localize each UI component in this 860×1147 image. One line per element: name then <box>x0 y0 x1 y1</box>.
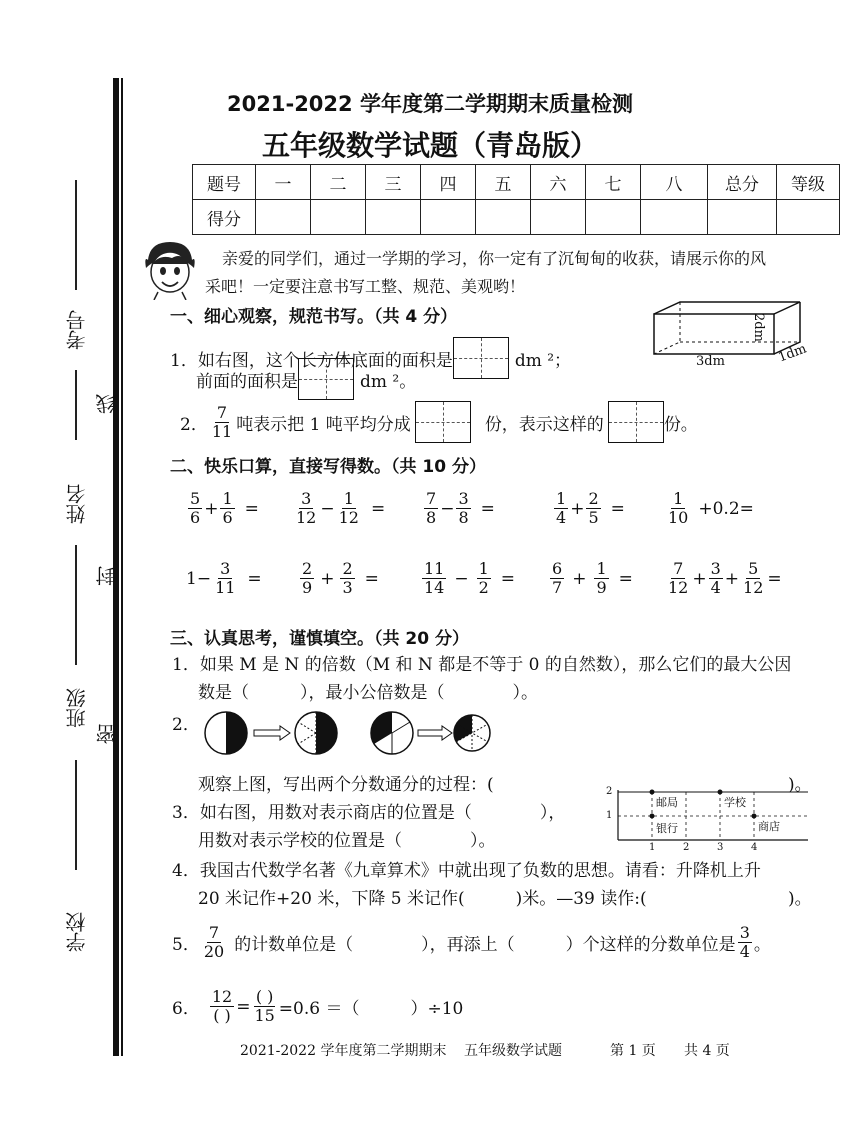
equals: = <box>767 568 782 589</box>
score-header-cell: 题号 <box>193 165 256 200</box>
s3-q2-number: 2． <box>172 715 200 735</box>
fraction <box>300 560 314 597</box>
grid-school: 学校 <box>724 796 746 809</box>
fraction <box>477 560 491 597</box>
s3-q1-line1: 1．如果 M 是 N 的倍数（M 和 N 都是不等于 0 的自然数），那么它们的最大公因 <box>172 655 792 675</box>
numerator: 2 <box>342 559 353 578</box>
score-cell[interactable] <box>531 200 586 235</box>
denominator: 12 <box>296 508 317 527</box>
secret-mark: 密 <box>95 724 119 744</box>
cut-line-mark: 线 <box>95 394 119 414</box>
score-cell[interactable] <box>421 200 476 235</box>
fraction <box>424 490 438 527</box>
denominator: 4 <box>739 942 750 961</box>
exam-no-label: 考号 <box>65 310 89 350</box>
calc-item <box>664 560 782 597</box>
coordinate-grid <box>600 784 812 850</box>
calc-item <box>422 490 495 527</box>
score-cell[interactable] <box>366 200 421 235</box>
calc-prefix: 1− <box>186 568 212 589</box>
denominator: 5 <box>588 508 599 527</box>
numerator: 3 <box>301 489 312 508</box>
s3-q1-line2: 数是（ ），最小公倍数是（ ）。 <box>198 683 538 703</box>
fraction <box>666 490 690 527</box>
score-header-cell: 总分 <box>708 165 777 200</box>
seal-mark: 封 <box>95 566 119 586</box>
denominator: 11 <box>211 421 233 441</box>
numerator: 7 <box>216 402 228 422</box>
grid-bank: 银行 <box>656 822 678 835</box>
fraction <box>594 560 608 597</box>
s1-q1-unit: dm ²； <box>514 350 572 371</box>
numerator: 5 <box>748 559 759 578</box>
score-row-label: 得分 <box>193 200 256 235</box>
intro-line-2: 采吧！一定要注意书写工整、规范、美观哟！ <box>205 277 526 296</box>
equals: = <box>618 568 633 589</box>
class-label: 班级 <box>65 688 89 728</box>
denominator: ( ) <box>213 1006 231 1025</box>
answer-box[interactable] <box>415 401 471 443</box>
footer-subject: 五年级数学试题 <box>464 1043 562 1059</box>
s3-q5-end: 。 <box>753 935 771 955</box>
student-mascot-icon <box>140 238 200 300</box>
denominator: 12 <box>743 578 764 597</box>
s1-q2-text-a: 吨表示把 1 吨平均分成 <box>236 414 411 435</box>
score-cell[interactable] <box>641 200 708 235</box>
equals: = <box>370 498 386 519</box>
numerator: 7 <box>426 489 437 508</box>
denominator: 9 <box>302 578 313 597</box>
score-header-cell: 三 <box>366 165 421 200</box>
fraction <box>738 924 752 961</box>
operator: − <box>454 568 469 589</box>
s1-q1-unit-2: dm ²。 <box>360 371 417 392</box>
s3-q5-line <box>172 924 771 961</box>
numerator: 7 <box>673 559 684 578</box>
s1-q2-number: 2． <box>180 414 208 435</box>
numerator: 1 <box>343 489 354 508</box>
numerator: 7 <box>208 923 220 942</box>
score-header-cell: 等级 <box>777 165 840 200</box>
grid-x-tick: 2 <box>683 842 690 853</box>
cuboid-height-label: 2dm <box>750 313 766 342</box>
fraction <box>456 490 470 527</box>
s1-q2-text-c: 份。 <box>663 414 698 435</box>
denominator: 20 <box>203 942 225 961</box>
s3-q6-rest: =0.6 ＝（ ）÷10 <box>278 999 464 1019</box>
fraction <box>586 490 600 527</box>
denominator: 4 <box>710 578 721 597</box>
denominator: 14 <box>424 578 445 597</box>
section-3-title: 三、认真思考，谨慎填空。（共 20 分） <box>170 629 469 649</box>
s3-q4-line2: 20 米记作+20 米，下降 5 米记作( )米。—39 读作:( <box>198 889 647 909</box>
s3-q6-number: 6． <box>172 999 200 1019</box>
calc-item <box>186 560 262 597</box>
grid-x-tick: 3 <box>717 842 724 853</box>
operator: + <box>692 568 707 589</box>
fraction <box>202 924 226 961</box>
score-cell[interactable] <box>256 200 311 235</box>
grid-x-tick: 4 <box>751 842 758 853</box>
operator: + <box>320 568 335 589</box>
denominator: 9 <box>596 578 607 597</box>
fraction <box>666 560 690 597</box>
score-header-cell: 六 <box>531 165 586 200</box>
s3-q4-end: )。 <box>788 889 812 909</box>
score-cell[interactable] <box>708 200 777 235</box>
score-cell[interactable] <box>586 200 641 235</box>
fraction <box>210 988 234 1025</box>
fraction <box>220 490 234 527</box>
section-2-title: 二、快乐口算，直接写得数。（共 10 分） <box>170 457 486 477</box>
fraction <box>188 490 202 527</box>
score-header-cell: 二 <box>311 165 366 200</box>
denominator: 3 <box>342 578 353 597</box>
s3-q3-line1: 3．如右图，用数对表示商店的位置是（ ）， <box>172 803 566 823</box>
name-line <box>75 545 77 665</box>
numerator: 3 <box>710 559 721 578</box>
score-header-cell: 一 <box>256 165 311 200</box>
footer-total: 共 4 页 <box>684 1043 730 1059</box>
grid-post-office: 邮局 <box>656 796 678 809</box>
denominator: 10 <box>668 508 689 527</box>
numerator: 1 <box>673 489 684 508</box>
calc-item <box>292 490 385 527</box>
cuboid-length-label: 3dm <box>696 354 725 369</box>
s3-q3-line2: 用数对表示学校的位置是（ ）。 <box>198 831 496 851</box>
exam-no-line <box>75 180 77 290</box>
calc-item <box>420 560 515 597</box>
grid-y-tick: 2 <box>606 786 613 797</box>
numerator: 12 <box>211 987 233 1006</box>
operator: + <box>724 568 740 589</box>
exam-no-line-2 <box>75 370 77 440</box>
fraction <box>550 560 564 597</box>
s1-q2-line <box>180 401 698 443</box>
cuboid-width-label: 1dm <box>776 341 809 366</box>
fraction <box>741 560 765 597</box>
calc-item <box>548 560 633 597</box>
grid-y-tick: 1 <box>606 810 613 821</box>
answer-box[interactable] <box>453 337 509 379</box>
fraction <box>294 490 318 527</box>
calc-rest: +0.2= <box>698 498 754 519</box>
s3-q2-end: )。 <box>788 775 812 795</box>
score-header-cell: 七 <box>586 165 641 200</box>
fraction <box>422 560 446 597</box>
fraction <box>554 490 568 527</box>
score-cell[interactable] <box>777 200 840 235</box>
equals: = <box>247 568 262 589</box>
numerator: 3 <box>220 559 231 578</box>
fraction <box>213 560 237 597</box>
s3-q5-text: 的计数单位是（ ），再添上（ ）个这样的分数单位是 <box>234 935 736 955</box>
score-row <box>193 200 840 235</box>
s3-q4-line1: 4．我国古代数学名著《九章算术》中就出现了负数的思想。请看：升降机上升 <box>172 861 761 881</box>
score-header-cell: 四 <box>421 165 476 200</box>
answer-box[interactable] <box>608 401 664 443</box>
numerator: 6 <box>552 559 563 578</box>
numerator: 1 <box>478 559 489 578</box>
calc-item <box>552 490 625 527</box>
equals: = <box>364 568 379 589</box>
denominator: 7 <box>552 578 563 597</box>
fraction <box>709 560 723 597</box>
numerator: 1 <box>596 559 607 578</box>
calc-item <box>664 490 754 527</box>
school-label: 学校 <box>65 912 89 952</box>
numerator: 1 <box>222 489 233 508</box>
numerator: 3 <box>458 489 469 508</box>
score-header-row <box>193 165 840 200</box>
denominator: 6 <box>190 508 201 527</box>
denominator: 12 <box>338 508 359 527</box>
score-header-cell: 八 <box>641 165 708 200</box>
s3-q2-text: 观察上图，写出两个分数通分的过程：( <box>198 775 494 795</box>
numerator: 1 <box>556 489 567 508</box>
score-table <box>192 164 840 235</box>
fraction <box>340 560 354 597</box>
calc-item <box>298 560 379 597</box>
equals: = <box>610 498 625 519</box>
grid-shop: 商店 <box>758 820 780 833</box>
fraction <box>210 404 234 441</box>
denominator: 4 <box>556 508 567 527</box>
numerator: ( ) <box>255 987 274 1006</box>
numerator: 5 <box>190 489 201 508</box>
operator: − <box>320 498 335 519</box>
s1-q1-text: 1．如右图，这个长方体底面的面积是 <box>170 350 453 371</box>
operator: + <box>570 498 585 519</box>
numerator: 11 <box>424 559 445 578</box>
equals: = <box>500 568 516 589</box>
exam-subtitle: 五年级数学试题（青岛版） <box>261 129 598 162</box>
footer-term: 2021-2022 学年度第二学期期末 <box>240 1043 447 1059</box>
fraction <box>252 988 276 1025</box>
numerator: 3 <box>739 923 750 942</box>
denominator: 8 <box>426 508 437 527</box>
numerator: 2 <box>302 559 313 578</box>
denominator: 15 <box>254 1006 275 1025</box>
denominator: 12 <box>668 578 689 597</box>
exam-title: 2021-2022 学年度第二学期期末质量检测 <box>227 92 633 116</box>
fraction-circles-diagram <box>202 708 492 758</box>
binding-rule-thin <box>121 78 123 1056</box>
equals: = <box>244 498 259 519</box>
intro-line-1: 亲爱的同学们，通过一学期的学习，你一定有了沉甸甸的收获，请展示你的风 <box>222 249 767 268</box>
fraction <box>337 490 361 527</box>
answer-box[interactable] <box>298 358 354 400</box>
equals: = <box>236 996 251 1017</box>
operator: + <box>204 498 219 519</box>
denominator: 2 <box>478 578 489 597</box>
denominator: 8 <box>458 508 469 527</box>
denominator: 6 <box>222 508 233 527</box>
operator: + <box>572 568 587 589</box>
score-cell[interactable] <box>311 200 366 235</box>
score-cell[interactable] <box>476 200 531 235</box>
footer-page: 第 1 页 <box>610 1043 656 1059</box>
s3-q5-number: 5． <box>172 935 200 955</box>
s3-q6-line <box>172 988 463 1025</box>
numerator: 2 <box>588 489 599 508</box>
equals: = <box>480 498 495 519</box>
s1-q1-line2 <box>196 358 416 400</box>
s1-q1-front-text: 前面的面积是 <box>196 371 298 392</box>
s1-q2-text-b: 份，表示这样的 <box>484 414 604 435</box>
calc-item <box>186 490 259 527</box>
operator: − <box>440 498 455 519</box>
section-1-title: 一、细心观察，规范书写。（共 4 分） <box>170 307 458 327</box>
class-line <box>75 760 77 870</box>
name-label: 姓名 <box>65 484 89 524</box>
grid-x-tick: 1 <box>649 842 656 853</box>
denominator: 11 <box>215 578 236 597</box>
score-header-cell: 五 <box>476 165 531 200</box>
